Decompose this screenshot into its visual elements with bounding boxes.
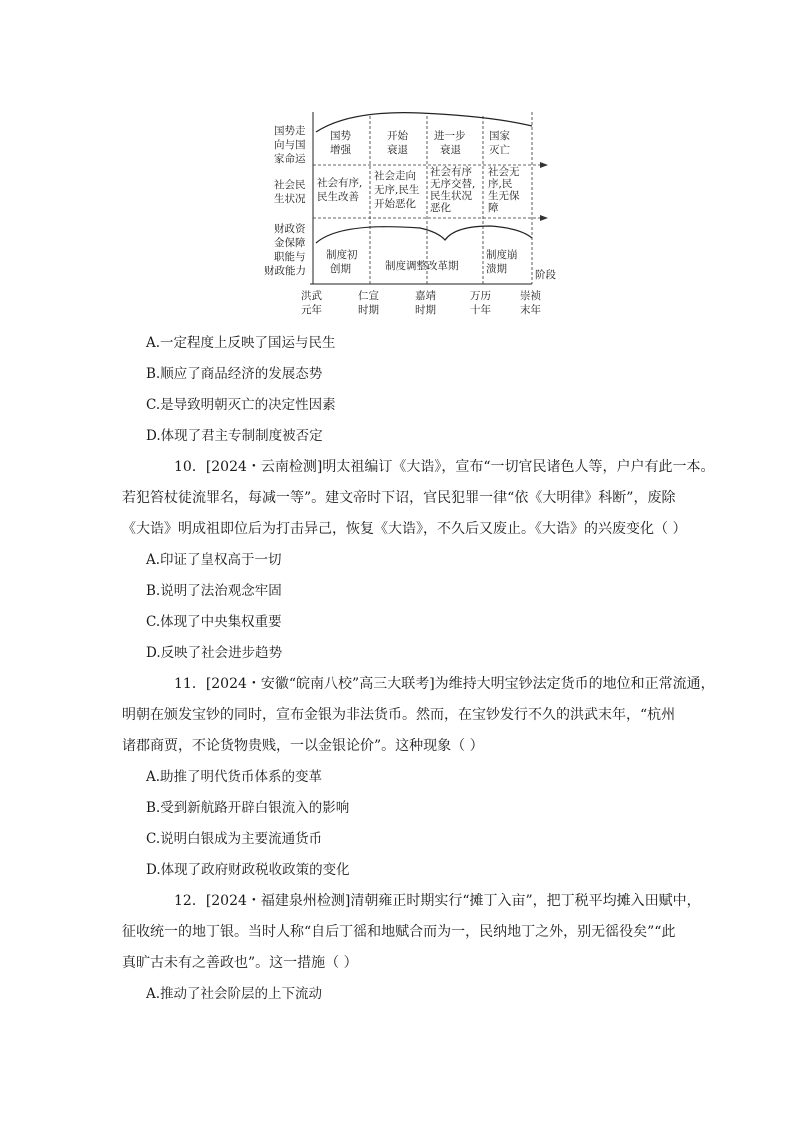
row-label-2b: 生状况 [274,193,306,205]
q9-option-d[interactable]: D.体现了君主专制制度被否定 [146,428,323,444]
cell-r3c1a: 制度初 [326,249,358,261]
period-3a: 嘉靖 [415,290,436,302]
cell-r2c4b: 序,民 [488,178,513,190]
q10-option-c[interactable]: C.体现了中央集权重要 [146,614,282,630]
cell-r2c2b: 无序,民生 [374,184,420,196]
q11-stem-line-1: 11．[2024・安徽“皖南八校”高三大联考]为维持大明宝钞法定货币的地位和正常流通， [174,676,715,692]
cell-r1c4b: 灭亡 [489,144,510,156]
cell-r2c4d: 障 [488,202,499,214]
cell-r1c2b: 衰退 [387,144,408,156]
cell-r2c3d: 恶化 [430,202,451,214]
period-2b: 时期 [358,304,379,316]
cell-r3c2: 制度调整改革期 [385,260,459,272]
period-3b: 时期 [415,304,436,316]
q11-option-a[interactable]: A.助推了明代货币体系的变革 [146,769,323,785]
q11-stem-line-3: 诸郡商贾，不论货物贵贱，一以金银论价”。这种现象（ ） [122,738,484,754]
row-label-3c: 职能与 [274,251,306,263]
cell-r2c3b: 无序交替, [430,178,476,190]
q10-option-a[interactable]: A.印证了皇权高于一切 [146,552,282,568]
q10-option-d[interactable]: D.反映了社会进步趋势 [146,645,283,661]
row-label-3d: 财政能力 [264,265,306,277]
period-1b: 元年 [301,304,322,316]
cell-r2c3c: 民生状况 [430,190,472,202]
q9-option-c[interactable]: C.是导致明朝灭亡的决定性因素 [146,397,336,413]
cell-r1c1a: 国势 [330,130,351,142]
q9-option-b[interactable]: B.顺应了商品经济的发展态势 [146,366,323,382]
q12-stem-line-3: 真旷古未有之善政也”。这一措施（ ） [122,955,358,971]
q12-stem-line-2: 征收统一的地丁银。当时人称“自后丁徭和地赋合而为一，民纳地丁之外，别无徭役矣”“此 [122,924,676,940]
fiscal-capacity-curve [316,226,532,243]
q9-option-a[interactable]: A.一定程度上反映了国运与民生 [146,335,336,351]
cell-r1c3a: 进一步 [434,130,466,142]
cell-r1c3b: 衰退 [440,144,461,156]
row-label-1c: 家命运 [274,153,306,165]
row-label-2a: 社会民 [274,179,306,191]
cell-r2c1b: 民生改善 [317,191,359,203]
cell-r3c3b: 溃期 [486,263,507,275]
period-4a: 万历 [470,290,491,302]
row-labels [264,124,306,277]
stage-label: 阶段 [535,269,556,281]
q11-stem-line-2: 明朝在颁发宝钞的同时，宣布金银为非法货币。然而，在宝钞发行不久的洪武末年，“杭州 [122,707,676,723]
row-label-3b: 金保障 [274,237,306,249]
cell-r2c1a: 社会有序, [317,177,363,189]
cell-r2c4a: 社会无 [488,166,520,178]
period-5b: 末年 [520,304,541,316]
q12-stem-line-1: 12．[2024・福建泉州检测]清朝雍正时期实行“摊丁入亩”，把丁税平均摊入田赋中， [174,893,701,909]
cell-r1c4a: 国家 [489,130,510,142]
row-label-3a: 财政资 [274,223,306,235]
q10-stem-line-1: 10．[2024・云南检测]明太祖编订《大诰》，宣布“一切官民诸色人等，户户有此一本。 [174,459,715,475]
arrow-head-1 [540,162,548,168]
cell-r3c3a: 制度崩 [486,249,518,261]
cell-r2c2c: 开始恶化 [374,198,416,210]
q10-stem-line-2: 若犯笞杖徒流罪名，每减一等”。建文帝时下诏，官民犯罪一律“依《大明律》科断”，废除 [122,490,676,506]
row1-cells [330,129,510,156]
period-4b: 十年 [470,304,491,316]
cell-r2c3a: 社会有序 [430,166,472,178]
q10-stem-line-3: 《大诰》明成祖即位后为打击异己，恢复《大诰》，不久后又废止。《大诰》的兴废变化（ ） [122,521,687,537]
q12-option-a[interactable]: A.推动了社会阶层的上下流动 [146,986,323,1002]
row-label-1a: 国势走 [274,125,306,137]
row2-cells [317,165,520,214]
q11-option-c[interactable]: C.说明白银成为主要流通货币 [146,831,323,847]
cell-r3c1b: 创期 [330,263,351,275]
period-1a: 洪武 [301,290,322,302]
period-5a: 崇祯 [520,290,541,302]
cell-r1c1b: 增强 [330,144,351,156]
period-labels [301,289,541,316]
row3-cells [326,248,556,281]
arrow-head-2 [540,215,548,221]
q10-option-b[interactable]: B.说明了法治观念牢固 [146,583,282,599]
cell-r1c2a: 开始 [387,130,408,142]
row-label-1b: 向与国 [274,139,306,151]
period-2a: 仁宣 [358,290,379,302]
q11-option-d[interactable]: D.体现了政府财政税收政策的变化 [146,862,350,878]
q11-option-b[interactable]: B.受到新航路开辟白银流入的影响 [146,800,350,816]
ming-state-diagram [264,108,600,323]
cell-r2c4c: 生无保 [488,190,520,202]
cell-r2c2a: 社会走向 [374,170,416,182]
